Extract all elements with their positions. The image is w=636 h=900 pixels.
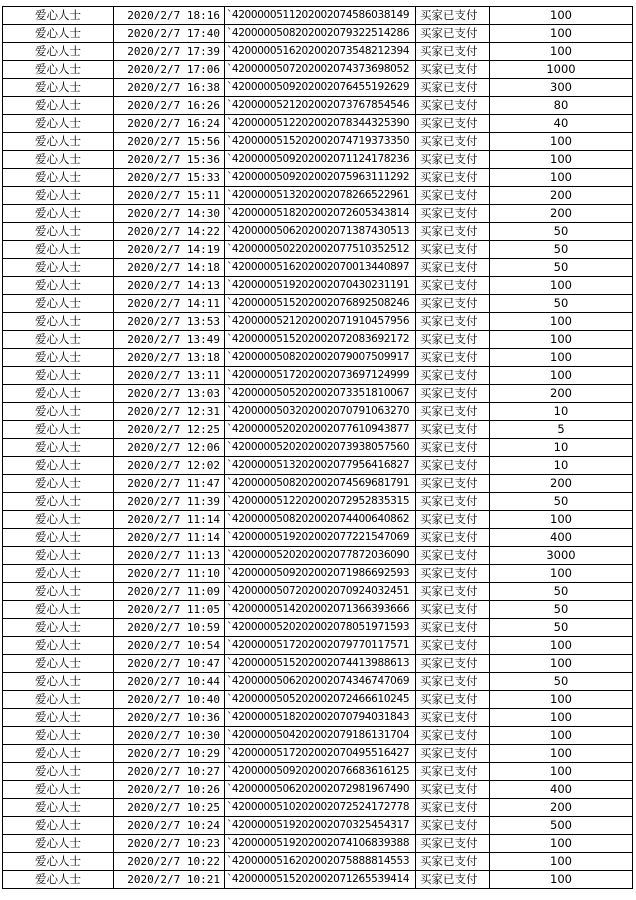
donor-name-cell: 爱心人士 <box>3 97 114 115</box>
payment-status-cell: 买家已支付 <box>416 673 490 691</box>
amount-cell: 400 <box>490 781 633 799</box>
order-number-cell: `4200000508202002074400640862 <box>225 511 416 529</box>
payment-time-cell: 2020/2/7 10:36 <box>114 709 225 727</box>
table-row <box>3 151 633 169</box>
order-number-cell: `4200000506202002072981967490 <box>225 781 416 799</box>
table-row <box>3 511 633 529</box>
donor-name-cell: 爱心人士 <box>3 61 114 79</box>
donor-name-cell: 爱心人士 <box>3 277 114 295</box>
payment-time-cell: 2020/2/7 13:03 <box>114 385 225 403</box>
order-number-cell: `4200000515202002072083692172 <box>225 331 416 349</box>
order-number-cell: `4200000506202002071387430513 <box>225 223 416 241</box>
order-number-cell: `4200000504202002079186131704 <box>225 727 416 745</box>
table-row <box>3 313 633 331</box>
order-number-cell: `4200000516202002070013440897 <box>225 259 416 277</box>
donor-name-cell: 爱心人士 <box>3 781 114 799</box>
payment-time-cell: 2020/2/7 14:30 <box>114 205 225 223</box>
payment-status-cell: 买家已支付 <box>416 745 490 763</box>
donor-name-cell: 爱心人士 <box>3 331 114 349</box>
order-number-cell: `4200000519202002070430231191 <box>225 277 416 295</box>
amount-cell: 50 <box>490 241 633 259</box>
table-row <box>3 43 633 61</box>
payment-status-cell: 买家已支付 <box>416 313 490 331</box>
amount-cell: 40 <box>490 115 633 133</box>
order-number-cell: `4200000509202002076455192629 <box>225 79 416 97</box>
order-number-cell: `4200000502202002077510352512 <box>225 241 416 259</box>
amount-cell: 100 <box>490 835 633 853</box>
donor-name-cell: 爱心人士 <box>3 763 114 781</box>
order-number-cell: `4200000513202002077956416827 <box>225 457 416 475</box>
payment-time-cell: 2020/2/7 11:10 <box>114 565 225 583</box>
table-row <box>3 115 633 133</box>
order-number-cell: `4200000521202002073767854546 <box>225 97 416 115</box>
payment-time-cell: 2020/2/7 10:23 <box>114 835 225 853</box>
donor-name-cell: 爱心人士 <box>3 871 114 889</box>
table-row <box>3 331 633 349</box>
payment-status-cell: 买家已支付 <box>416 7 490 25</box>
payment-status-cell: 买家已支付 <box>416 457 490 475</box>
amount-cell: 100 <box>490 43 633 61</box>
donor-name-cell: 爱心人士 <box>3 205 114 223</box>
payment-time-cell: 2020/2/7 17:06 <box>114 61 225 79</box>
payment-status-cell: 买家已支付 <box>416 367 490 385</box>
payment-time-cell: 2020/2/7 13:53 <box>114 313 225 331</box>
payment-status-cell: 买家已支付 <box>416 43 490 61</box>
payment-time-cell: 2020/2/7 10:54 <box>114 637 225 655</box>
donor-name-cell: 爱心人士 <box>3 403 114 421</box>
order-number-cell: `4200000515202002071265539414 <box>225 871 416 889</box>
donor-name-cell: 爱心人士 <box>3 583 114 601</box>
donor-name-cell: 爱心人士 <box>3 457 114 475</box>
payment-status-cell: 买家已支付 <box>416 331 490 349</box>
payment-time-cell: 2020/2/7 10:22 <box>114 853 225 871</box>
table-row <box>3 79 633 97</box>
table-row <box>3 637 633 655</box>
payment-time-cell: 2020/2/7 10:47 <box>114 655 225 673</box>
table-row <box>3 385 633 403</box>
payment-status-cell: 买家已支付 <box>416 709 490 727</box>
table-row <box>3 763 633 781</box>
amount-cell: 100 <box>490 133 633 151</box>
order-number-cell: `4200000507202002074373698052 <box>225 61 416 79</box>
payment-time-cell: 2020/2/7 17:40 <box>114 25 225 43</box>
table-row <box>3 349 633 367</box>
payment-status-cell: 买家已支付 <box>416 727 490 745</box>
order-number-cell: `4200000508202002074569681791 <box>225 475 416 493</box>
order-number-cell: `4200000518202002072605343814 <box>225 205 416 223</box>
order-number-cell: `4200000520202002077610943877 <box>225 421 416 439</box>
payment-time-cell: 2020/2/7 10:44 <box>114 673 225 691</box>
order-number-cell: `4200000509202002071124178236 <box>225 151 416 169</box>
table-row <box>3 241 633 259</box>
amount-cell: 100 <box>490 871 633 889</box>
payment-status-cell: 买家已支付 <box>416 655 490 673</box>
table-row <box>3 745 633 763</box>
payment-status-cell: 买家已支付 <box>416 763 490 781</box>
payment-time-cell: 2020/2/7 12:31 <box>114 403 225 421</box>
donor-name-cell: 爱心人士 <box>3 529 114 547</box>
order-number-cell: `4200000516202002075888814553 <box>225 853 416 871</box>
donor-name-cell: 爱心人士 <box>3 385 114 403</box>
payment-time-cell: 2020/2/7 11:39 <box>114 493 225 511</box>
order-number-cell: `4200000505202002073351810067 <box>225 385 416 403</box>
payment-time-cell: 2020/2/7 10:25 <box>114 799 225 817</box>
order-number-cell: `4200000520202002078051971593 <box>225 619 416 637</box>
donor-name-cell: 爱心人士 <box>3 79 114 97</box>
payment-status-cell: 买家已支付 <box>416 781 490 799</box>
order-number-cell: `4200000514202002071366393666 <box>225 601 416 619</box>
amount-cell: 50 <box>490 493 633 511</box>
table-row <box>3 457 633 475</box>
payment-time-cell: 2020/2/7 10:40 <box>114 691 225 709</box>
table-row <box>3 799 633 817</box>
amount-cell: 80 <box>490 97 633 115</box>
donor-name-cell: 爱心人士 <box>3 223 114 241</box>
donor-name-cell: 爱心人士 <box>3 295 114 313</box>
payment-time-cell: 2020/2/7 11:09 <box>114 583 225 601</box>
table-row <box>3 529 633 547</box>
payment-time-cell: 2020/2/7 10:21 <box>114 871 225 889</box>
donor-name-cell: 爱心人士 <box>3 547 114 565</box>
payment-status-cell: 买家已支付 <box>416 349 490 367</box>
table-row <box>3 205 633 223</box>
amount-cell: 10 <box>490 439 633 457</box>
donor-name-cell: 爱心人士 <box>3 187 114 205</box>
donor-name-cell: 爱心人士 <box>3 169 114 187</box>
donor-name-cell: 爱心人士 <box>3 799 114 817</box>
order-number-cell: `4200000513202002078266522961 <box>225 187 416 205</box>
payment-status-cell: 买家已支付 <box>416 529 490 547</box>
donor-name-cell: 爱心人士 <box>3 439 114 457</box>
payment-status-cell: 买家已支付 <box>416 583 490 601</box>
amount-cell: 50 <box>490 295 633 313</box>
payment-time-cell: 2020/2/7 10:30 <box>114 727 225 745</box>
table-row <box>3 187 633 205</box>
amount-cell: 10 <box>490 403 633 421</box>
table-row <box>3 871 633 889</box>
payment-status-cell: 买家已支付 <box>416 493 490 511</box>
donor-name-cell: 爱心人士 <box>3 835 114 853</box>
payment-time-cell: 2020/2/7 12:02 <box>114 457 225 475</box>
payment-time-cell: 2020/2/7 16:38 <box>114 79 225 97</box>
donor-name-cell: 爱心人士 <box>3 637 114 655</box>
table-row <box>3 673 633 691</box>
payment-status-cell: 买家已支付 <box>416 133 490 151</box>
payment-time-cell: 2020/2/7 13:49 <box>114 331 225 349</box>
donor-name-cell: 爱心人士 <box>3 817 114 835</box>
payment-time-cell: 2020/2/7 15:33 <box>114 169 225 187</box>
donor-name-cell: 爱心人士 <box>3 151 114 169</box>
payment-time-cell: 2020/2/7 15:11 <box>114 187 225 205</box>
payment-status-cell: 买家已支付 <box>416 385 490 403</box>
order-number-cell: `4200000519202002077221547069 <box>225 529 416 547</box>
amount-cell: 100 <box>490 151 633 169</box>
donation-table <box>2 6 633 889</box>
payment-status-cell: 买家已支付 <box>416 619 490 637</box>
table-row <box>3 277 633 295</box>
donor-name-cell: 爱心人士 <box>3 133 114 151</box>
payment-status-cell: 买家已支付 <box>416 871 490 889</box>
table-row <box>3 817 633 835</box>
order-number-cell: `4200000517202002073697124999 <box>225 367 416 385</box>
order-number-cell: `4200000519202002070325454317 <box>225 817 416 835</box>
order-number-cell: `4200000505202002072466610245 <box>225 691 416 709</box>
payment-status-cell: 买家已支付 <box>416 25 490 43</box>
table-row <box>3 583 633 601</box>
payment-status-cell: 买家已支付 <box>416 511 490 529</box>
amount-cell: 400 <box>490 529 633 547</box>
amount-cell: 50 <box>490 673 633 691</box>
payment-time-cell: 2020/2/7 15:56 <box>114 133 225 151</box>
table-row <box>3 97 633 115</box>
table-row <box>3 439 633 457</box>
order-number-cell: `4200000520202002073938057560 <box>225 439 416 457</box>
payment-status-cell: 买家已支付 <box>416 277 490 295</box>
amount-cell: 50 <box>490 601 633 619</box>
order-number-cell: `4200000510202002072524172778 <box>225 799 416 817</box>
order-number-cell: `4200000506202002074346747069 <box>225 673 416 691</box>
donor-name-cell: 爱心人士 <box>3 43 114 61</box>
payment-status-cell: 买家已支付 <box>416 403 490 421</box>
payment-time-cell: 2020/2/7 11:05 <box>114 601 225 619</box>
table-row <box>3 61 633 79</box>
donor-name-cell: 爱心人士 <box>3 745 114 763</box>
donor-name-cell: 爱心人士 <box>3 853 114 871</box>
amount-cell: 200 <box>490 475 633 493</box>
payment-time-cell: 2020/2/7 10:26 <box>114 781 225 799</box>
table-row <box>3 727 633 745</box>
amount-cell: 100 <box>490 709 633 727</box>
payment-status-cell: 买家已支付 <box>416 223 490 241</box>
payment-status-cell: 买家已支付 <box>416 115 490 133</box>
payment-status-cell: 买家已支付 <box>416 205 490 223</box>
payment-status-cell: 买家已支付 <box>416 799 490 817</box>
payment-time-cell: 2020/2/7 13:11 <box>114 367 225 385</box>
payment-time-cell: 2020/2/7 10:59 <box>114 619 225 637</box>
amount-cell: 200 <box>490 799 633 817</box>
order-number-cell: `4200000512202002072952835315 <box>225 493 416 511</box>
payment-status-cell: 买家已支付 <box>416 169 490 187</box>
payment-time-cell: 2020/2/7 10:29 <box>114 745 225 763</box>
table-row <box>3 475 633 493</box>
donor-name-cell: 爱心人士 <box>3 475 114 493</box>
payment-status-cell: 买家已支付 <box>416 187 490 205</box>
payment-time-cell: 2020/2/7 14:11 <box>114 295 225 313</box>
order-number-cell: `4200000507202002070924032451 <box>225 583 416 601</box>
donor-name-cell: 爱心人士 <box>3 565 114 583</box>
amount-cell: 100 <box>490 763 633 781</box>
amount-cell: 100 <box>490 745 633 763</box>
donor-name-cell: 爱心人士 <box>3 367 114 385</box>
table-row <box>3 547 633 565</box>
donor-name-cell: 爱心人士 <box>3 511 114 529</box>
amount-cell: 50 <box>490 619 633 637</box>
payment-time-cell: 2020/2/7 16:26 <box>114 97 225 115</box>
amount-cell: 100 <box>490 277 633 295</box>
table-row <box>3 133 633 151</box>
amount-cell: 200 <box>490 385 633 403</box>
payment-status-cell: 买家已支付 <box>416 601 490 619</box>
donor-name-cell: 爱心人士 <box>3 241 114 259</box>
donor-name-cell: 爱心人士 <box>3 691 114 709</box>
payment-status-cell: 买家已支付 <box>416 241 490 259</box>
payment-time-cell: 2020/2/7 10:24 <box>114 817 225 835</box>
payment-status-cell: 买家已支付 <box>416 97 490 115</box>
order-number-cell: `4200000515202002076892508246 <box>225 295 416 313</box>
payment-status-cell: 买家已支付 <box>416 817 490 835</box>
order-number-cell: `4200000508202002079322514286 <box>225 25 416 43</box>
order-number-cell: `4200000517202002079770117571 <box>225 637 416 655</box>
amount-cell: 100 <box>490 637 633 655</box>
payment-time-cell: 2020/2/7 11:14 <box>114 529 225 547</box>
amount-cell: 100 <box>490 331 633 349</box>
donor-name-cell: 爱心人士 <box>3 115 114 133</box>
payment-status-cell: 买家已支付 <box>416 151 490 169</box>
amount-cell: 100 <box>490 853 633 871</box>
amount-cell: 200 <box>490 187 633 205</box>
payment-time-cell: 2020/2/7 11:47 <box>114 475 225 493</box>
amount-cell: 100 <box>490 25 633 43</box>
donor-name-cell: 爱心人士 <box>3 709 114 727</box>
donor-name-cell: 爱心人士 <box>3 673 114 691</box>
order-number-cell: `4200000515202002074719373350 <box>225 133 416 151</box>
donor-name-cell: 爱心人士 <box>3 655 114 673</box>
order-number-cell: `4200000509202002075963111292 <box>225 169 416 187</box>
amount-cell: 100 <box>490 565 633 583</box>
payment-status-cell: 买家已支付 <box>416 853 490 871</box>
payment-status-cell: 买家已支付 <box>416 421 490 439</box>
payment-time-cell: 2020/2/7 11:14 <box>114 511 225 529</box>
payment-time-cell: 2020/2/7 14:22 <box>114 223 225 241</box>
payment-time-cell: 2020/2/7 11:13 <box>114 547 225 565</box>
order-number-cell: `4200000512202002078344325390 <box>225 115 416 133</box>
table-row <box>3 223 633 241</box>
table-row <box>3 835 633 853</box>
table-body <box>3 7 633 889</box>
amount-cell: 300 <box>490 79 633 97</box>
order-number-cell: `4200000509202002076683616125 <box>225 763 416 781</box>
payment-time-cell: 2020/2/7 16:24 <box>114 115 225 133</box>
payment-status-cell: 买家已支付 <box>416 637 490 655</box>
table-row <box>3 493 633 511</box>
amount-cell: 500 <box>490 817 633 835</box>
donor-name-cell: 爱心人士 <box>3 421 114 439</box>
order-number-cell: `4200000508202002079007509917 <box>225 349 416 367</box>
order-number-cell: `4200000515202002074413988613 <box>225 655 416 673</box>
donor-name-cell: 爱心人士 <box>3 7 114 25</box>
payment-status-cell: 买家已支付 <box>416 295 490 313</box>
amount-cell: 100 <box>490 349 633 367</box>
table-row <box>3 691 633 709</box>
payment-status-cell: 买家已支付 <box>416 835 490 853</box>
table-row <box>3 421 633 439</box>
amount-cell: 100 <box>490 169 633 187</box>
amount-cell: 1000 <box>490 61 633 79</box>
order-number-cell: `4200000511202002074586038149 <box>225 7 416 25</box>
amount-cell: 100 <box>490 7 633 25</box>
payment-time-cell: 2020/2/7 13:18 <box>114 349 225 367</box>
amount-cell: 50 <box>490 223 633 241</box>
payment-status-cell: 买家已支付 <box>416 61 490 79</box>
payment-time-cell: 2020/2/7 12:25 <box>114 421 225 439</box>
amount-cell: 10 <box>490 457 633 475</box>
amount-cell: 100 <box>490 367 633 385</box>
table-row <box>3 295 633 313</box>
table-row <box>3 367 633 385</box>
amount-cell: 100 <box>490 511 633 529</box>
donor-name-cell: 爱心人士 <box>3 727 114 745</box>
payment-status-cell: 买家已支付 <box>416 259 490 277</box>
amount-cell: 100 <box>490 691 633 709</box>
order-number-cell: `4200000520202002077872036090 <box>225 547 416 565</box>
payment-time-cell: 2020/2/7 14:18 <box>114 259 225 277</box>
order-number-cell: `4200000521202002071910457956 <box>225 313 416 331</box>
table-row <box>3 655 633 673</box>
table-row <box>3 169 633 187</box>
payment-time-cell: 2020/2/7 17:39 <box>114 43 225 61</box>
order-number-cell: `4200000509202002071986692593 <box>225 565 416 583</box>
payment-status-cell: 买家已支付 <box>416 691 490 709</box>
amount-cell: 50 <box>490 259 633 277</box>
table-row <box>3 403 633 421</box>
payment-time-cell: 2020/2/7 12:06 <box>114 439 225 457</box>
amount-cell: 100 <box>490 313 633 331</box>
payment-status-cell: 买家已支付 <box>416 475 490 493</box>
table-row <box>3 259 633 277</box>
payment-time-cell: 2020/2/7 10:27 <box>114 763 225 781</box>
amount-cell: 5 <box>490 421 633 439</box>
donor-name-cell: 爱心人士 <box>3 313 114 331</box>
amount-cell: 100 <box>490 655 633 673</box>
order-number-cell: `4200000503202002070791063270 <box>225 403 416 421</box>
order-number-cell: `4200000518202002070794031843 <box>225 709 416 727</box>
payment-time-cell: 2020/2/7 14:19 <box>114 241 225 259</box>
order-number-cell: `4200000517202002070495516427 <box>225 745 416 763</box>
donor-name-cell: 爱心人士 <box>3 619 114 637</box>
order-number-cell: `4200000516202002073548212394 <box>225 43 416 61</box>
payment-time-cell: 2020/2/7 15:36 <box>114 151 225 169</box>
table-row <box>3 853 633 871</box>
table-row <box>3 7 633 25</box>
table-row <box>3 565 633 583</box>
payment-time-cell: 2020/2/7 14:13 <box>114 277 225 295</box>
donor-name-cell: 爱心人士 <box>3 601 114 619</box>
amount-cell: 50 <box>490 583 633 601</box>
table-row <box>3 619 633 637</box>
order-number-cell: `4200000519202002074106839388 <box>225 835 416 853</box>
amount-cell: 3000 <box>490 547 633 565</box>
donor-name-cell: 爱心人士 <box>3 349 114 367</box>
table-row <box>3 25 633 43</box>
donor-name-cell: 爱心人士 <box>3 259 114 277</box>
table-row <box>3 709 633 727</box>
amount-cell: 200 <box>490 205 633 223</box>
payment-status-cell: 买家已支付 <box>416 439 490 457</box>
amount-cell: 100 <box>490 727 633 745</box>
donor-name-cell: 爱心人士 <box>3 493 114 511</box>
payment-time-cell: 2020/2/7 18:16 <box>114 7 225 25</box>
table-row <box>3 601 633 619</box>
donor-name-cell: 爱心人士 <box>3 25 114 43</box>
payment-status-cell: 买家已支付 <box>416 79 490 97</box>
payment-status-cell: 买家已支付 <box>416 565 490 583</box>
payment-status-cell: 买家已支付 <box>416 547 490 565</box>
table-row <box>3 781 633 799</box>
